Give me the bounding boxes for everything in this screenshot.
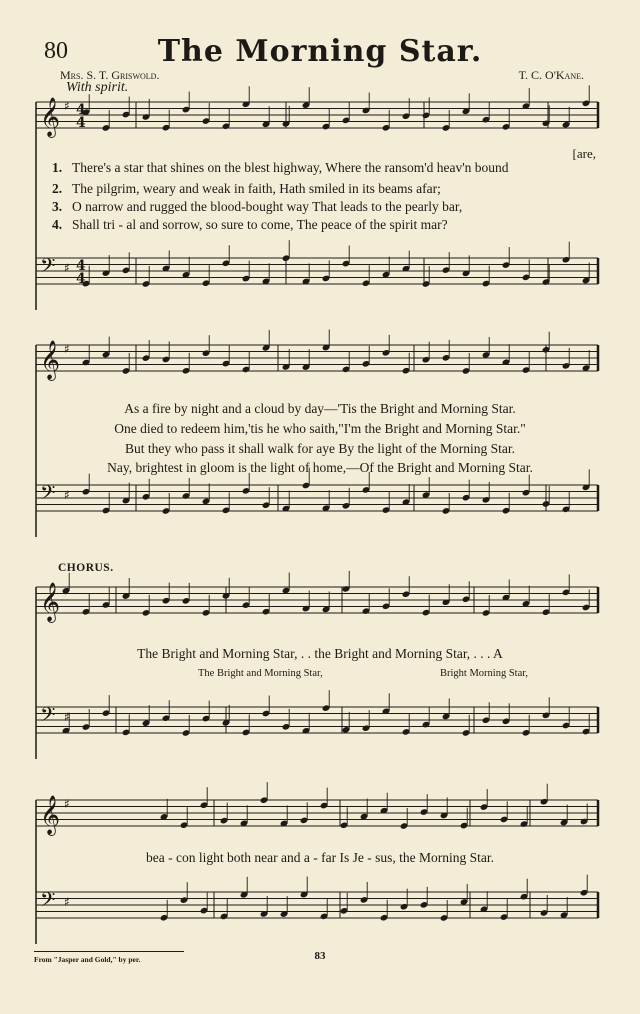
verse-number: 2. [52, 181, 63, 196]
hymn-title: The Morning Star. [157, 34, 483, 69]
bass-clef: 𝄢 [40, 703, 56, 731]
verse-number: 4. [52, 217, 63, 232]
verse-text: Shall tri - al and sorrow, so sure to come, The peace of the spirit mar? [72, 217, 448, 232]
treble-clef: 𝄞 [40, 582, 61, 622]
sharp-accidental: ♯ [64, 710, 70, 724]
composer-credit: T. C. O'Kane. [518, 68, 584, 82]
treble-clef: 𝄞 [40, 97, 61, 137]
time-signature-digit: 4 [76, 258, 86, 274]
lyricist-credit: Mrs. S. T. Griswold. [60, 68, 160, 82]
chorus-lyric: bea - con light both near and a - far Is Je - sus, the Morning Star. [146, 850, 494, 865]
bass-clef: 𝄢 [40, 888, 56, 916]
verse-continuation: But they who pass it shall walk for aye By the light of the Morning Star. [125, 441, 515, 456]
sharp-accidental: ♯ [64, 895, 70, 909]
time-signature-digit: 4 [76, 115, 86, 131]
treble-clef: 𝄞 [40, 340, 61, 380]
verse-continuation: As a fire by night and a cloud by day—'Tis the Bright and Morning Star. [124, 401, 516, 416]
sharp-accidental: ♯ [64, 488, 70, 502]
verse-text: O narrow and rugged the blood-bought way That leads to the pearly bar, [72, 199, 463, 214]
treble-clef: 𝄞 [40, 795, 61, 835]
verse-text: The pilgrim, weary and weak in faith, Hath smiled in its beams afar; [72, 181, 441, 196]
verse-continuation: One died to redeem him,'tis he who saith,"I'm the Bright and Morning Star." [114, 421, 526, 436]
sharp-accidental: ♯ [64, 261, 70, 275]
chorus-lyric: The Bright and Morning Star, . . the Bright and Morning Star, . . . A [137, 646, 503, 661]
bass-clef: 𝄢 [40, 254, 56, 282]
bass-echo-lyric: The Bright and Morning Star, [198, 668, 323, 679]
page-number: 80 [44, 38, 68, 64]
footer-page-number: 83 [314, 950, 326, 962]
bass-echo-lyric: Bright Morning Star, [440, 668, 528, 679]
bass-clef: 𝄢 [40, 481, 56, 509]
time-signature-digit: 4 [76, 102, 86, 118]
verse-end-word: [are, [572, 146, 596, 161]
verse-text: There's a star that shines on the blest highway, Where the ransom'd heav'n bound [72, 160, 509, 175]
verse-continuation: Nay, brightest in gloom is the light of home,—Of the Bright and Morning Star. [107, 460, 533, 475]
footer-source-note: From "Jasper and Gold," by per. [34, 955, 141, 964]
verse-number: 1. [52, 160, 63, 175]
sharp-accidental: ♯ [64, 99, 70, 113]
sharp-accidental: ♯ [64, 342, 70, 356]
sharp-accidental: ♯ [64, 797, 70, 811]
verse-number: 3. [52, 199, 63, 214]
chorus-label: CHORUS. [58, 562, 114, 574]
time-signature-digit: 4 [76, 271, 86, 287]
tempo-marking: With spirit. [66, 80, 129, 95]
